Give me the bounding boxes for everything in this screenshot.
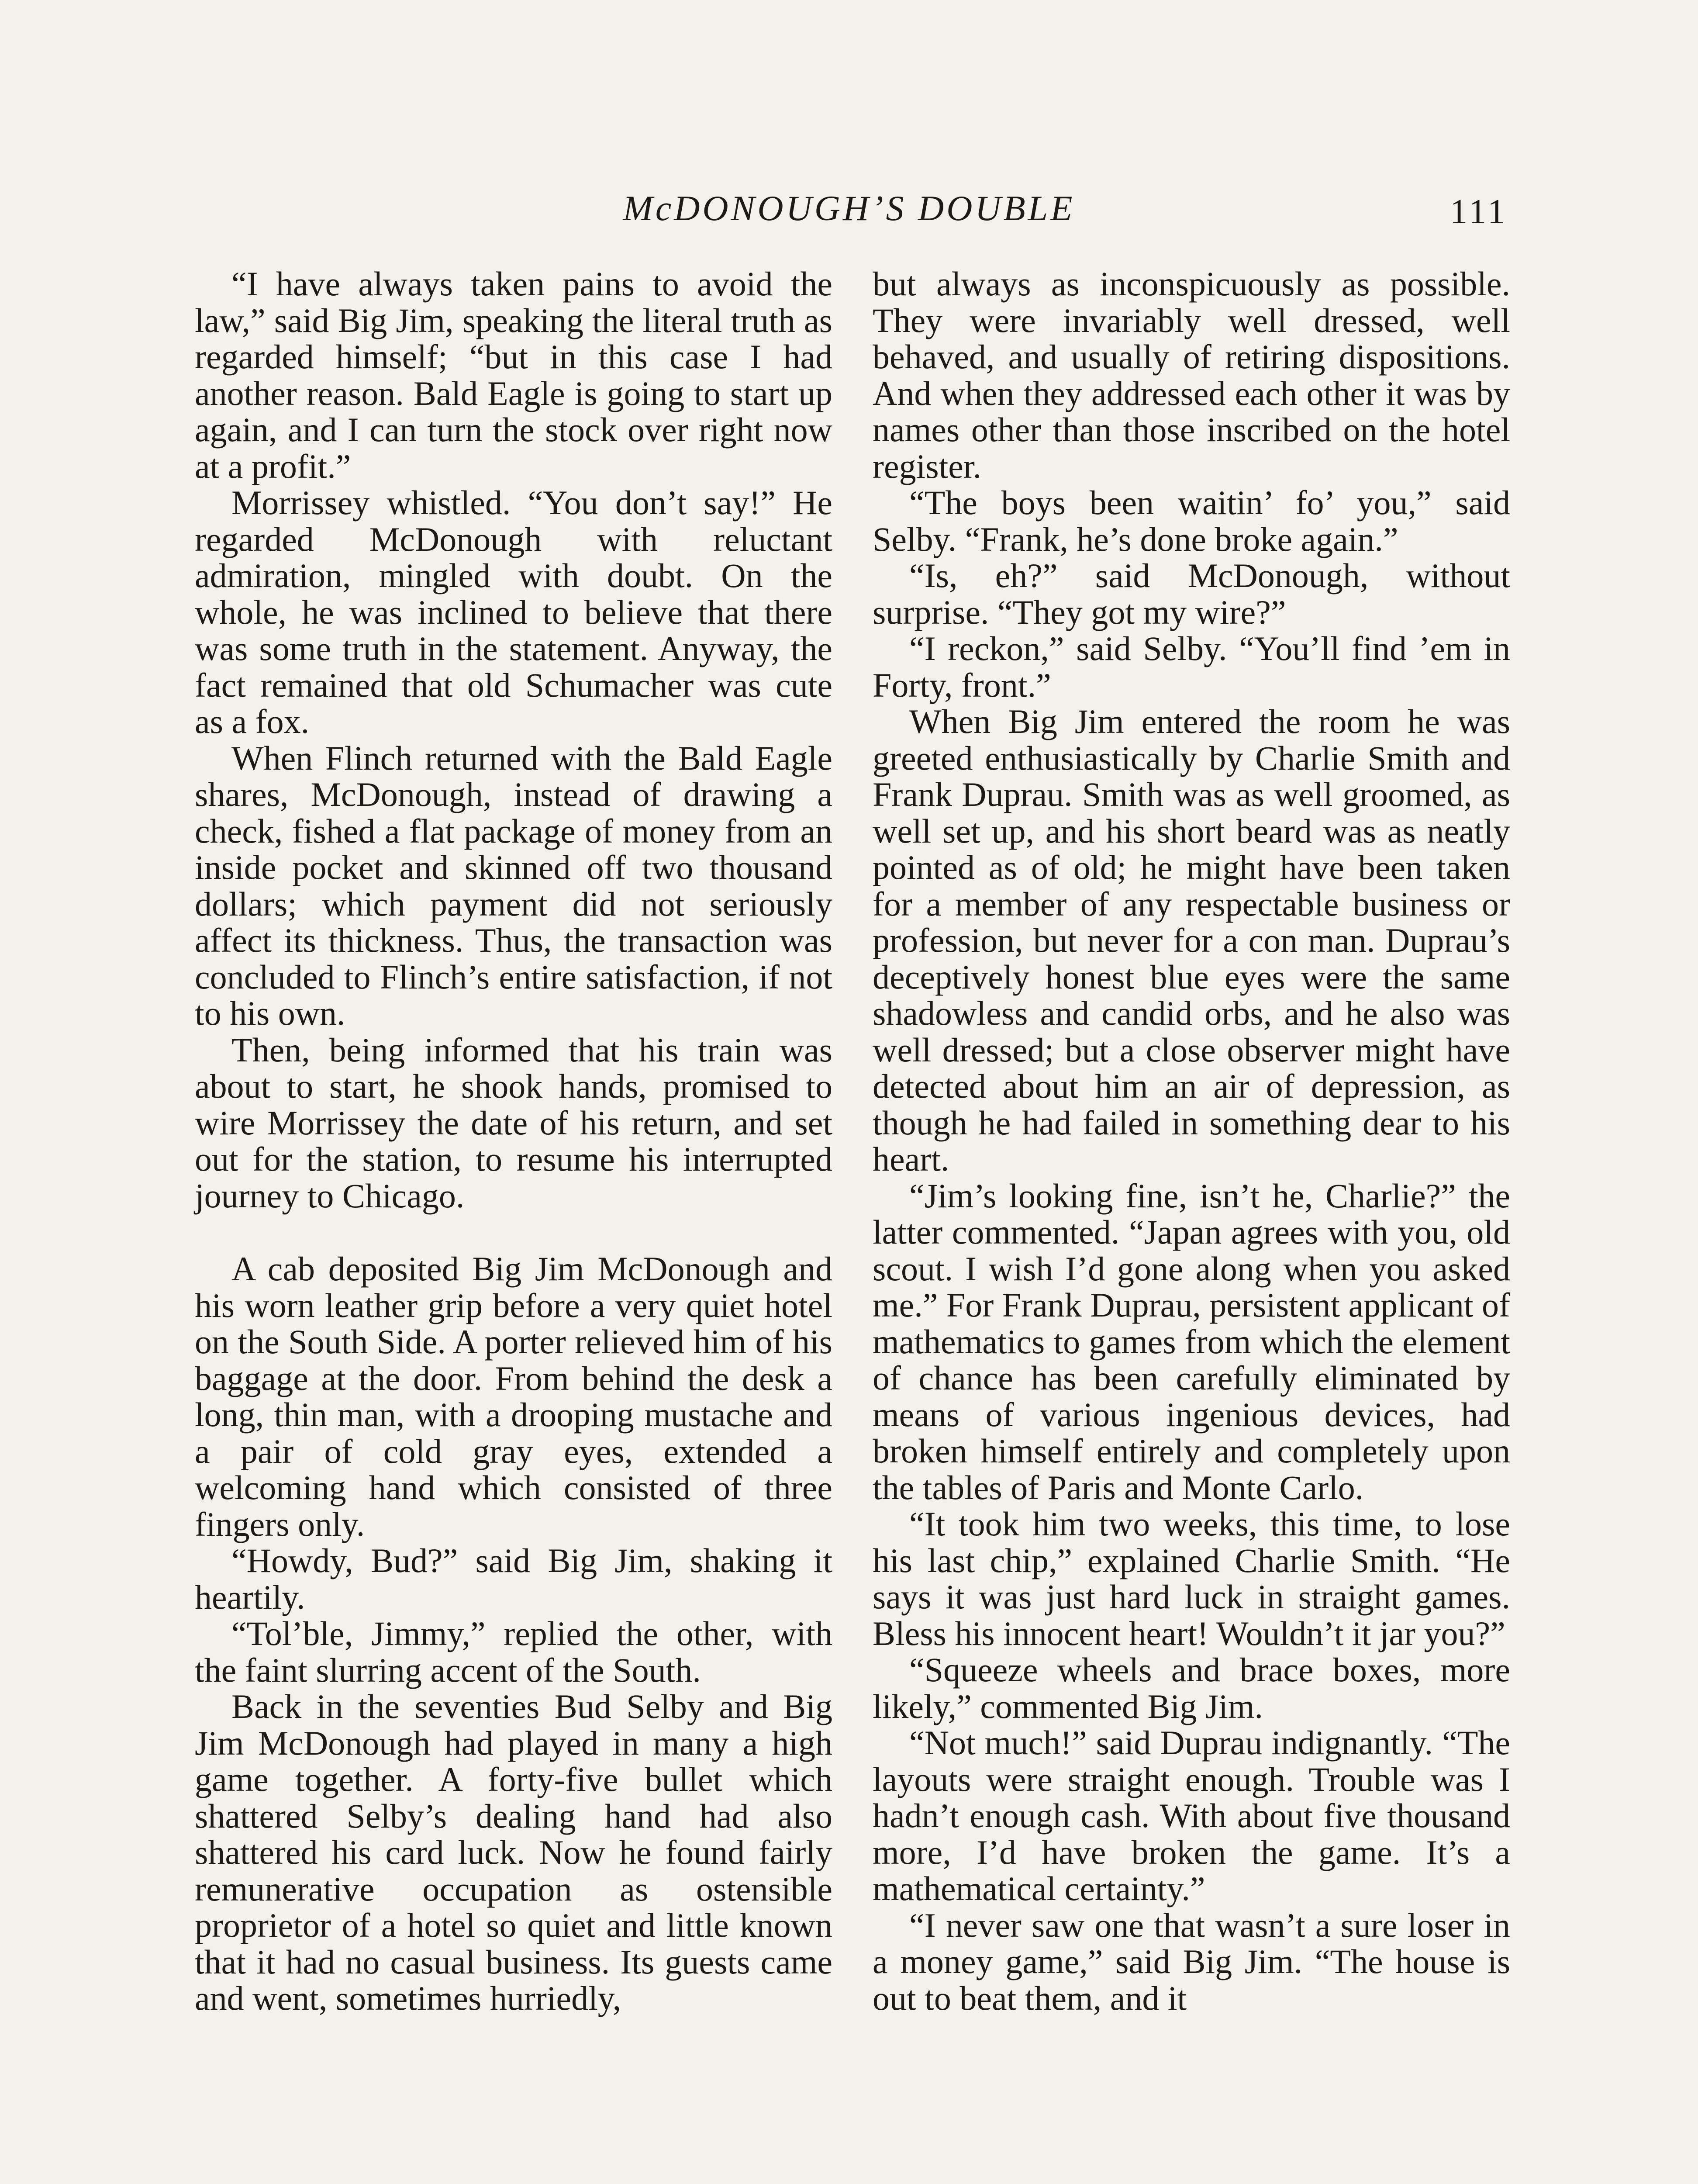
paragraph: “I never saw one that wasn’t a sure loser in a money game,” said Big Jim. “The house is out to beat them, and it [873,1906,1510,2017]
paragraph: but always as inconspicuously as possible. They were invariably well dressed, well behaved, and usually of retiring dispositions. And when they addressed each other it was by names other than those inscribed on the hotel register. [873,265,1510,485]
paragraph: Morrissey whistled. “You don’t say!” He regarded McDonough with reluctant admiration, mingled with doubt. On the whole, he was inclined to believe that there was some truth in the statement. Anyway, the fact remained that old Schumacher was cute as a fox. [195,484,832,740]
paragraph: “Is, eh?” said McDonough, without surprise. “They got my wire?” [873,556,1510,631]
running-head-title: McDONOUGH’S DOUBLE [623,188,1075,228]
paragraph: “Howdy, Bud?” said Big Jim, shaking it heartily. [195,1541,832,1616]
paragraph: When Flinch returned with the Bald Eagle shares, McDonough, instead of drawing a check, fished a flat package of money from an inside pocket and skinned off two thousand dollars; which payment did not seriously affect its thickness. Thus, the transaction was concluded to Flinch’s entire satisfaction, if not to his own. [195,739,832,1032]
paragraph: “The boys been waitin’ fo’ you,” said Selby. “Frank, he’s done broke again.” [873,484,1510,558]
paragraph: Back in the seventies Bud Selby and Big Jim McDonough had played in many a high game together. A forty-five bullet which shattered Selby’s dealing hand had also shattered his card luck. Now he found fairly remunerative occupation as ostensible proprietor of a hotel so quiet and little known that it had no casual business. Its guests came and went, sometimes hurriedly, [195,1687,832,2017]
paragraph: “It took him two weeks, this time, to lose his last chip,” explained Charlie Smith. “He says it was just hard luck in straight games. Bless his innocent heart! Wouldn’t it jar you?” [873,1505,1510,1652]
paragraph: “I have always taken pains to avoid the law,” said Big Jim, speaking the literal truth as regarded himself; “but in this case I had another reason. Bald Eagle is going to start up again, and I can turn the stock over right now at a profit.” [195,265,832,485]
page-number: 111 [1450,193,1508,231]
paragraph: When Big Jim entered the room he was greeted enthusiastically by Charlie Smith and Frank Duprau. Smith was as well groomed, as well set up, and his short beard was as neatly pointed as of old; he might have been taken for a member of any respectable business or profession, but never for a con man. Duprau’s deceptively honest blue eyes were the same shadowless and candid orbs, and he also was well dressed; but a close observer might have detected about him an air of depression, as though he had failed in something dear to his heart. [873,702,1510,1178]
right-column [873,266,1510,2016]
left-column [195,266,832,2017]
paragraph: Then, being informed that his train was about to start, he shook hands, promised to wire Morrissey the date of his return, and set out for the station, to resume his interrupted journey to Chicago. [195,1030,832,1215]
paragraph: “Not much!” said Duprau indignantly. “The layouts were straight enough. Trouble was I hadn’t enough cash. With about five thousand more, I’d have broken the game. It’s a mathematical certainty.” [873,1724,1510,1908]
paragraph: “Tol’ble, Jimmy,” replied the other, with the faint slurring accent of the South. [195,1614,832,1689]
paragraph: A cab deposited Big Jim McDonough and his worn leather grip before a very quiet hotel on the South Side. A porter relieved him of his baggage at the door. From behind the desk a long, thin man, with a drooping mustache and a pair of cold gray eyes, extended a welcoming hand which consisted of three fingers only. [195,1250,832,1543]
paragraph: “I reckon,” said Selby. “You’ll find ’em in Forty, front.” [873,629,1510,704]
paragraph: “Squeeze wheels and brace boxes, more likely,” commented Big Jim. [873,1651,1510,1725]
paragraph: “Jim’s looking fine, isn’t he, Charlie?” the latter commented. “Japan agrees with you, old scout. I wish I’d gone along when you asked me.” For Frank Duprau, persistent applicant of mathematics to games from which the element of chance has been carefully eliminated by means of various ingenious devices, had broken himself entirely and completely upon the tables of Paris and Monte Carlo. [873,1176,1510,1507]
